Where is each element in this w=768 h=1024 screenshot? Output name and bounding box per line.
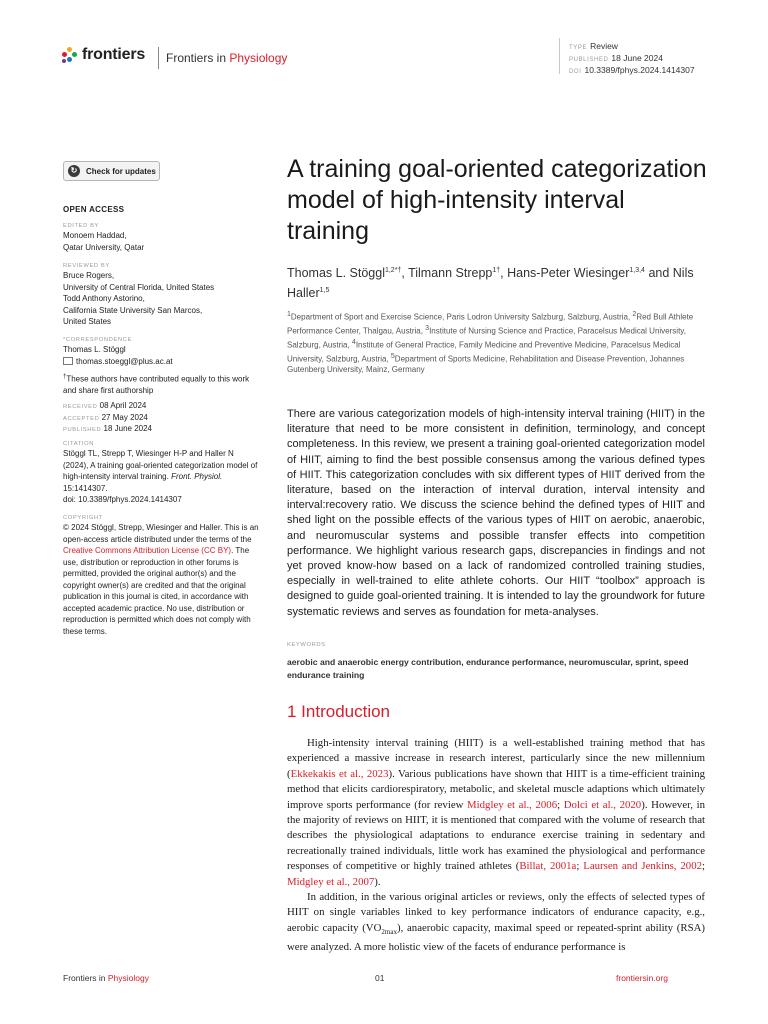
- refresh-icon: ↻: [68, 165, 80, 177]
- reference-link[interactable]: Ekkekakis et al., 2023: [290, 767, 389, 780]
- paragraph-text: In addition, in the various original articles or reviews, only the effects of selected types of HIIT on single variables linked to key performance indicators of endurance capacity, e.g., aerobic capacity (VO: [287, 891, 705, 934]
- affiliations: [287, 309, 707, 376]
- affiliation-number: 2: [632, 311, 637, 318]
- paragraph-text: ), anaerobic capacity, maximal speed or repeated-sprint ability (RSA) were analyzed. A more holistic view of the facets of endurance performance is: [287, 921, 705, 954]
- citation-label: CITATION: [63, 441, 94, 447]
- reference-link[interactable]: Dolci et al., 2020: [563, 798, 642, 811]
- affiliation-number: 4: [351, 338, 356, 346]
- type-label: TYPE: [569, 45, 588, 51]
- reviewed-by: [63, 262, 263, 328]
- author-name[interactable]: Tilmann Strepp: [408, 266, 493, 281]
- journal-title: Physiology: [229, 51, 288, 65]
- doi-value[interactable]: 10.3389/fphys.2024.1414307: [584, 65, 695, 75]
- affiliation-text: Institute of General Practice, Family Medicine and Preventive Medicine, Paracelsus Medical University, Salzburg, Austria,: [287, 340, 681, 364]
- keywords-label: KEYWORDS: [287, 642, 326, 648]
- open-access-label: OPEN ACCESS: [63, 205, 125, 214]
- meta-divider: [559, 38, 560, 74]
- accepted-label: ACCEPTED: [63, 415, 100, 422]
- footer-prefix: Frontiers in: [63, 973, 108, 983]
- author-name[interactable]: Hans-Peter Wiesinger: [507, 266, 630, 281]
- doi-label: DOI: [569, 69, 582, 75]
- published-label: PUBLISHED: [569, 57, 609, 63]
- paragraph-text: High-intensity interval training (HIIT) is a well-established training method that has experienced a massive increase in research interest, particularly since the new millennium (: [287, 737, 705, 780]
- affiliation-text: Red Bull Athlete Performance Center, Thalgau, Austria,: [287, 312, 694, 336]
- frontiersin-link[interactable]: frontiersin.org: [616, 973, 668, 983]
- correspondence-name: Thomas L. Stöggl: [63, 345, 126, 354]
- mail-icon: [63, 357, 73, 365]
- paragraph-text: ;: [557, 798, 564, 811]
- copyright-text-rest: . The use, distribution or reproduction in other forums is permitted, provided the original author(s) and the copyright owner(s) are credited and that the original publication in this journal is cited, in accordance with accepted academic practice. No use, distribution or reproduction is permitted which does not comply with these terms.: [63, 546, 251, 636]
- article-title: A training goal-oriented categorization model of high-intensity interval training: [287, 155, 707, 245]
- keywords: aerobic and anaerobic energy contribution, endurance performance, neuromuscular, sprint, speed endurance training: [287, 657, 689, 680]
- author-name[interactable]: Thomas L. Stöggl: [287, 266, 385, 281]
- citation-journal: Front. Physiol.: [171, 472, 223, 481]
- author-affiliation-marker: 1†: [492, 267, 501, 274]
- reviewer-affiliation: California State University San Marcos,: [63, 305, 203, 315]
- affiliation-text: Institute of Nursing Science and Practice, Paracelsus Medical University, Salzburg, Austria,: [287, 326, 686, 350]
- accepted-date: 27 May 2024: [101, 412, 148, 422]
- reference-link[interactable]: Midgley et al., 2006: [467, 798, 558, 811]
- footer-journal: [63, 973, 149, 983]
- author-name[interactable]: and Nils Haller: [287, 266, 694, 301]
- paragraph: [287, 890, 705, 956]
- edited-by-label: EDITED BY: [63, 223, 100, 229]
- introduction-body: [287, 736, 705, 956]
- affiliation-number: 5: [390, 352, 395, 360]
- author-separator: ,: [401, 266, 409, 281]
- affiliation-text: Department of Sports Medicine, Rehabilitation and Disease Prevention, Johannes Gutenberg University, Mainz, Germany: [287, 354, 685, 375]
- header-divider: [158, 47, 159, 69]
- published-label: PUBLISHED: [63, 427, 102, 433]
- page-number: 01: [375, 973, 385, 983]
- reviewer-name: Todd Anthony Astorino,: [63, 294, 145, 303]
- received-label: RECEIVED: [63, 404, 98, 410]
- citation-text: Stöggl TL, Strepp T, Wiesinger H-P and Haller N (2024), A training goal-oriented categorization model of high-intensity interval training.: [63, 449, 258, 481]
- published-date: 18 June 2024: [103, 424, 152, 433]
- published-value: 18 June 2024: [611, 53, 663, 63]
- affiliation-number: 1: [287, 311, 291, 318]
- reviewer-affiliation: United States: [63, 317, 112, 326]
- reference-link[interactable]: Midgley et al., 2007: [287, 875, 375, 888]
- correspondence-label: *CORRESPONDENCE: [63, 337, 132, 343]
- affiliation-text: Department of Sport and Exercise Science, Paris Lodron University Salzburg, Salzburg, Austria,: [290, 312, 633, 322]
- journal-prefix: Frontiers in: [166, 51, 230, 65]
- citation-volume: 15:1414307.: [63, 483, 108, 493]
- doi[interactable]: [569, 64, 695, 78]
- section-heading-introduction: 1 Introduction: [287, 702, 391, 721]
- author-affiliation-marker: 1,2*†: [384, 267, 402, 274]
- author-affiliation-marker: 1,5: [319, 287, 330, 295]
- equal-contribution-text: These authors have contributed equally to this work and share first authorship: [63, 374, 250, 396]
- vo2max-subscript: 2max: [381, 928, 397, 937]
- frontiers-logo[interactable]: [62, 46, 145, 64]
- frontiers-logo-icon: [62, 46, 78, 64]
- paragraph-text: ;: [576, 860, 584, 873]
- logo-wordmark: frontiers: [82, 46, 146, 63]
- reviewer-name: Bruce Rogers,: [63, 271, 115, 280]
- correspondence-email[interactable]: [63, 356, 263, 368]
- editor-name: Monoem Haddad,: [63, 231, 127, 240]
- dates: [63, 400, 263, 435]
- footer-journal-name: Physiology: [107, 973, 149, 983]
- reference-link[interactable]: Laursen and Jenkins, 2002: [583, 860, 702, 873]
- author-list: [287, 262, 717, 302]
- equal-contribution-note: [63, 372, 263, 397]
- received-date: 08 April 2024: [99, 401, 147, 410]
- author-separator: ,: [500, 266, 508, 281]
- cc-by-license-link[interactable]: Creative Commons Attribution License (CC BY): [63, 546, 232, 555]
- paragraph: [287, 736, 705, 890]
- reviewer-affiliation: University of Central Florida, United States: [63, 282, 215, 292]
- paragraph-text: ).: [374, 875, 381, 888]
- author-affiliation-marker: 1,3,4: [629, 267, 645, 274]
- check-for-updates-button[interactable]: [63, 161, 160, 181]
- dagger-mark: †: [63, 374, 67, 380]
- edited-by: [63, 222, 263, 253]
- citation: [63, 440, 259, 506]
- paragraph-text: ;: [702, 860, 705, 873]
- email-link[interactable]: thomas.stoeggl@plus.ac.at: [76, 356, 173, 366]
- copyright-label: COPYRIGHT: [63, 515, 103, 521]
- paragraph-text: ). However, in the majority of reviews on HIIT, it is mentioned that compared with the volume of research that describes the physiological adaptations to endurance exercise training in sedentary and recreationally trained individuals, little work has examined the physiological and performance responses of competitive or highly trained athletes (: [287, 798, 706, 873]
- type-value: Review: [590, 41, 618, 51]
- paragraph-text: ). Various publications have shown that HIIT is a time-efficient training method that elicits cardiorespiratory, metabolic, and skeletal muscle adaptions which ultimately improve sports performance (for review: [287, 767, 706, 811]
- reference-link[interactable]: Billat, 2001a: [519, 860, 577, 873]
- correspondence: [63, 336, 263, 367]
- check-updates-label: Check for updates: [86, 166, 156, 176]
- copyright: [63, 514, 259, 637]
- editor-affiliation: Qatar University, Qatar: [63, 242, 145, 252]
- abstract: There are various categorization models of high-intensity interval training (HIIT) in the literature that need to be more consistent in definition, terminology, and concept completeness. In this review, we present a training goal-oriented categorization model of HIIT, aiming to find the best possible consensus among the various defined types of HIIT. This categorization concludes with six different types of HIIT derived from the literature, based on the interaction of interval duration, interval intensity and interval:recovery ratio. We discuss the science behind the defined types of HIIT and shed light on the possible effects of the various types of HIIT on aerobic, anaerobic, and neuromuscular systems and possible transfer effects into competition performance. We highlight various research gaps, discrepancies in findings and not yet proved know-how based on a lack of randomized controlled training studies, especially in well-trained to elite athlete cohorts. Our HIIT “toolbox” approach is designed to guide goal-oriented training. It is intended to lay the groundwork for future systematic reviews and serves as foundation for meta-analyses.: [287, 408, 705, 618]
- copyright-text: © 2024 Stöggl, Strepp, Wiesinger and Haller. This is an open-access article distributed under the terms of the: [63, 523, 259, 544]
- journal-name[interactable]: [166, 51, 287, 65]
- citation-doi[interactable]: doi: 10.3389/fphys.2024.1414307: [63, 495, 182, 504]
- affiliation-number: 3: [425, 324, 430, 332]
- reviewed-by-label: REVIEWED BY: [63, 263, 110, 269]
